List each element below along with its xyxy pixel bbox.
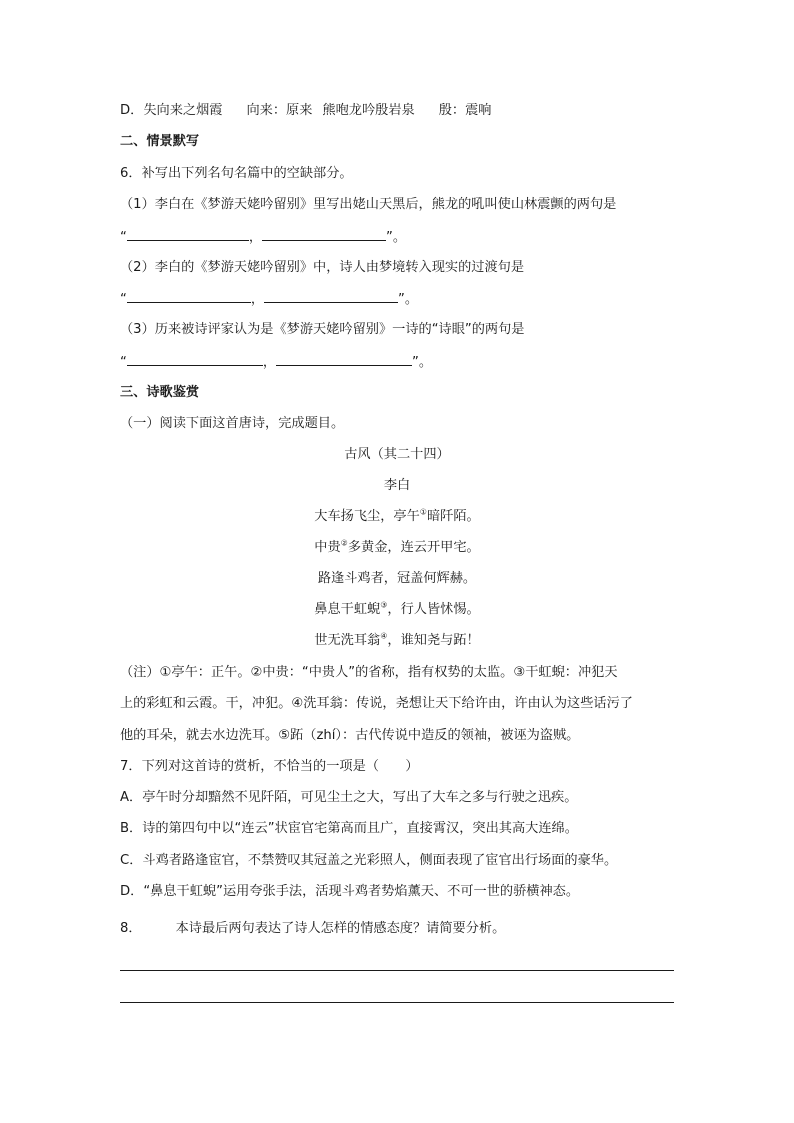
answer-blank[interactable] xyxy=(276,353,412,366)
q7-option-c[interactable]: C．斗鸡者路逢宦官，不禁赞叹其冠盖之光彩照人，侧面表现了宦官出行场面的豪华。 xyxy=(120,853,618,868)
q6-item1-prompt: （1）李白在《梦游天姥吟留别》里写出姥山天黑后，熊龙的吼叫使山林震颤的两句是 xyxy=(120,197,617,212)
poem-line-1: 大车扬飞尘，亭午①暗阡陌。 xyxy=(314,507,480,524)
answer-blank[interactable] xyxy=(127,353,263,366)
poem-line-4: 鼻息干虹蜺③，行人皆怵惕。 xyxy=(314,600,480,617)
option-d-text: D．失向来之烟霞 xyxy=(120,103,223,118)
footnote-marker: ③ xyxy=(380,600,388,610)
q8-number: 8． xyxy=(120,921,142,936)
answer-blank[interactable] xyxy=(127,228,249,241)
q6-stem: 6．补写出下列名句名篇中的空缺部分。 xyxy=(120,166,353,181)
q6-item3-answer: “ ， ”。 xyxy=(120,355,433,370)
footnote-marker: ④ xyxy=(380,631,388,641)
answer-line[interactable] xyxy=(120,970,674,971)
poem-line-5: 世无洗耳翁④，谁知尧与跖！ xyxy=(314,631,480,648)
answer-line[interactable] xyxy=(120,1002,674,1003)
answer-blank[interactable] xyxy=(262,228,386,241)
q6-item2-prompt: （2）李白的《梦游天姥吟留别》中，诗人由梦境转入现实的过渡句是 xyxy=(120,260,525,275)
poem-notes-line: 上的彩虹和云霞。干，冲犯。④洗耳翁：传说，尧想让天下给许由，许由认为这些话污了 xyxy=(120,696,633,711)
answer-blank[interactable] xyxy=(264,290,398,303)
q8-text: 本诗最后两句表达了诗人怎样的情感态度？请简要分析。 xyxy=(175,921,506,936)
q6-item1-answer: “ ， ”。 xyxy=(120,230,407,245)
q8-stem xyxy=(120,920,505,938)
q7-option-b[interactable]: B．诗的第四句中以“连云”状宦官宅第高而且广，直接霄汉，突出其高大连绵。 xyxy=(120,821,578,836)
option-d-note2: 熊咆龙吟殷岩泉 xyxy=(322,103,415,118)
option-d-note3: 殷：震响 xyxy=(438,103,492,118)
section3-heading: 三、诗歌鉴赏 xyxy=(120,385,200,400)
poem-title: 古风（其二十四） xyxy=(344,447,450,462)
section2-heading: 二、情景默写 xyxy=(120,134,200,149)
answer-blank[interactable] xyxy=(127,290,251,303)
q6-item3-prompt: （3）历来被诗评家认为是《梦游天姥吟留别》一诗的“诗眼”的两句是 xyxy=(120,322,525,337)
poem-notes-line: 他的耳朵，就去水边洗耳。⑤跖（zhí）：古代传说中造反的领袖，被诬为盗贼。 xyxy=(120,728,580,743)
option-d-note1: 向来：原来 xyxy=(246,103,313,118)
q6-item2-answer: “ ， ”。 xyxy=(120,292,419,307)
q7-option-a[interactable]: A．亭午时分却黯然不见阡陌，可见尘土之大，写出了大车之多与行驶之迅疾。 xyxy=(120,790,578,805)
footnote-marker: ① xyxy=(419,507,427,517)
q7-stem: 7．下列对这首诗的赏析，不恰当的一项是（ ） xyxy=(120,759,419,774)
footnote-marker: ② xyxy=(340,538,348,548)
q7-option-d[interactable]: D．“鼻息干虹蜺”运用夸张手法，活现斗鸡者势焰薰天、不可一世的骄横神态。 xyxy=(120,884,580,899)
poem-notes-line: （注）①亭午：正午。②中贵：“中贵人”的省称，指有权势的太监。③干虹蜺：冲犯天 xyxy=(120,665,618,680)
poem-line-2: 中贵②多黄金，连云开甲宅。 xyxy=(314,538,480,555)
poem-author: 李白 xyxy=(383,478,411,493)
option-d-prev xyxy=(120,102,491,120)
poem-line-3: 路逢斗鸡者，冠盖何辉赫。 xyxy=(317,571,477,586)
reading-intro: （一）阅读下面这首唐诗，完成题目。 xyxy=(120,416,345,431)
